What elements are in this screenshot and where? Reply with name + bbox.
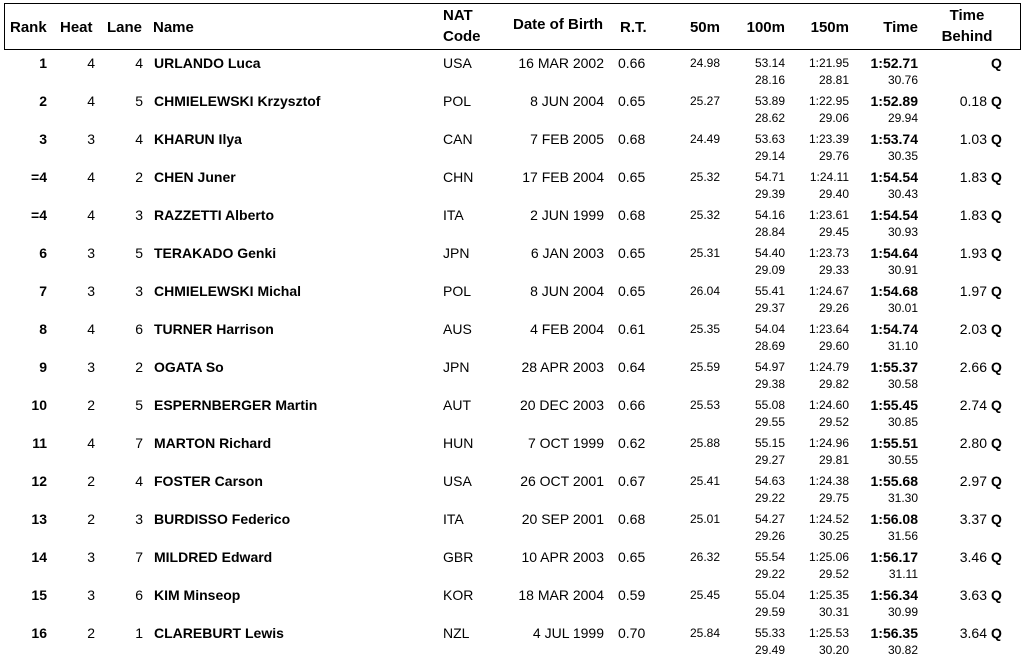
header-rt: R.T. [620,19,647,36]
split-100m: 54.04 [754,322,785,336]
header-name: Name [153,19,194,36]
split-150m: 1:23.73 [808,246,849,260]
qualified-mark: Q [991,625,1002,641]
rank-cell: 1 [39,55,47,71]
lane-cell: 4 [135,131,143,147]
time-behind: 3.46 [959,549,987,565]
heat-cell: 2 [87,511,95,527]
split-150m-lap: 29.75 [818,491,849,505]
split-150m: 1:24.38 [808,474,849,488]
reaction-time: 0.61 [618,321,646,337]
nat-code: ITA [443,511,464,527]
split-150m-lap: 29.82 [818,377,849,391]
split-150m-lap: 30.25 [818,529,849,543]
split-50m: 25.41 [689,474,720,488]
split-100m: 54.63 [754,474,785,488]
split-150m: 1:23.61 [808,208,849,222]
split-100m: 54.97 [754,360,785,374]
qualified-mark: Q [991,93,1002,109]
nat-code: POL [443,93,472,109]
reaction-time: 0.62 [618,435,646,451]
rank-cell: 13 [31,511,47,527]
heat-cell: 4 [87,321,95,337]
heat-cell: 3 [87,587,95,603]
split-150m: 1:25.53 [808,626,849,640]
split-50m: 25.32 [689,170,720,184]
reaction-time: 0.59 [618,587,646,603]
header-time-behind-line2: Behind [941,28,993,45]
split-50m: 25.35 [689,322,720,336]
time-behind: 2.66 [959,359,987,375]
reaction-time: 0.66 [618,397,646,413]
split-100m-lap: 29.59 [754,605,785,619]
qualified-mark: Q [991,359,1002,375]
swimmer-name: ESPERNBERGER Martin [154,397,318,413]
final-lap-split: 30.55 [887,453,918,467]
split-150m: 1:24.96 [808,436,849,450]
nat-code: JPN [443,245,470,261]
date-of-birth: 7 OCT 1999 [527,435,604,451]
lane-cell: 5 [135,245,143,261]
split-150m: 1:21.95 [808,56,849,70]
split-100m-lap: 28.16 [754,73,785,87]
date-of-birth: 8 JUN 2004 [530,93,604,109]
split-150m-lap: 29.52 [818,567,849,581]
split-150m-lap: 29.45 [818,225,849,239]
lane-cell: 7 [135,549,143,565]
rank-cell: 3 [39,131,47,147]
reaction-time: 0.65 [618,245,646,261]
final-time: 1:56.08 [870,511,918,527]
final-lap-split: 30.76 [887,73,918,87]
lane-cell: 6 [135,587,143,603]
time-behind: 2.03 [959,321,987,337]
rank-cell: 16 [31,625,47,641]
qualified-mark: Q [991,169,1002,185]
final-lap-split: 30.85 [887,415,918,429]
split-100m-lap: 29.14 [754,149,785,163]
split-150m: 1:24.67 [808,284,849,298]
split-50m: 26.04 [689,284,720,298]
time-behind: 2.97 [959,473,987,489]
date-of-birth: 26 OCT 2001 [520,473,604,489]
split-150m-lap: 28.81 [818,73,849,87]
heat-cell: 3 [87,359,95,375]
split-50m: 25.27 [689,94,720,108]
swimmer-name: TURNER Harrison [154,321,274,337]
split-100m-lap: 28.62 [754,111,785,125]
reaction-time: 0.67 [618,473,646,489]
date-of-birth: 7 FEB 2005 [530,131,604,147]
header-dob: Date of Birth [513,16,603,33]
rank-cell: 2 [39,93,47,109]
swimmer-name: TERAKADO Genki [154,245,277,261]
split-50m: 25.32 [689,208,720,222]
final-time: 1:55.37 [870,359,918,375]
nat-code: AUS [443,321,472,337]
qualified-mark: Q [991,473,1002,489]
rank-cell: 7 [39,283,47,299]
final-time: 1:52.89 [870,93,918,109]
qualified-mark: Q [991,55,1002,71]
header-nat-line1: NAT [443,7,473,24]
split-150m-lap: 29.76 [818,149,849,163]
header-rank: Rank [10,19,47,36]
split-100m-lap: 29.22 [754,567,785,581]
split-100m: 53.89 [754,94,785,108]
split-100m-lap: 29.39 [754,187,785,201]
split-100m: 54.71 [754,170,785,184]
nat-code: ITA [443,207,464,223]
lane-cell: 7 [135,435,143,451]
rank-cell: 8 [39,321,47,337]
split-150m: 1:22.95 [808,94,849,108]
reaction-time: 0.65 [618,169,646,185]
header-150m: 150m [810,19,849,36]
split-100m-lap: 28.69 [754,339,785,353]
date-of-birth: 4 FEB 2004 [530,321,604,337]
split-100m: 54.40 [754,246,785,260]
final-lap-split: 31.11 [888,567,918,581]
swimmer-name: RAZZETTI Alberto [154,207,275,223]
split-50m: 25.31 [689,246,720,260]
split-150m: 1:24.52 [808,512,849,526]
swimmer-name: FOSTER Carson [154,473,263,489]
qualified-mark: Q [991,587,1002,603]
final-time: 1:54.54 [870,207,918,223]
rank-cell: 14 [31,549,47,565]
heat-cell: 2 [87,473,95,489]
split-100m: 53.14 [754,56,785,70]
date-of-birth: 16 MAR 2002 [518,55,604,71]
reaction-time: 0.65 [618,93,646,109]
reaction-time: 0.70 [618,625,646,641]
reaction-time: 0.66 [618,55,646,71]
header-time: Time [883,19,918,36]
swimmer-name: KHARUN Ilya [154,131,242,147]
split-150m-lap: 29.26 [818,301,849,315]
nat-code: NZL [443,625,470,641]
qualified-mark: Q [991,397,1002,413]
nat-code: GBR [443,549,474,565]
final-time: 1:52.71 [870,55,918,71]
rank-cell: 12 [31,473,47,489]
time-behind: 0.18 [959,93,987,109]
final-lap-split: 30.58 [887,377,918,391]
swimmer-name: CHMIELEWSKI Michal [154,283,302,299]
rank-cell: 10 [31,397,47,413]
split-100m-lap: 29.26 [754,529,785,543]
lane-cell: 6 [135,321,143,337]
date-of-birth: 18 MAR 2004 [518,587,604,603]
time-behind: 3.63 [959,587,987,603]
time-behind: 2.74 [959,397,987,413]
lane-cell: 3 [135,207,143,223]
split-50m: 26.32 [689,550,720,564]
date-of-birth: 8 JUN 2004 [530,283,604,299]
split-100m-lap: 29.37 [754,301,785,315]
header-time-behind-line1: Time [949,7,985,24]
nat-code: KOR [443,587,474,603]
swimmer-name: MILDRED Edward [154,549,273,565]
time-behind: 1.83 [959,169,987,185]
split-100m: 55.15 [754,436,785,450]
split-150m: 1:23.64 [808,322,849,336]
heat-cell: 4 [87,169,95,185]
header-heat: Heat [60,19,93,36]
swimmer-name: CLAREBURT Lewis [154,625,284,641]
qualified-mark: Q [991,245,1002,261]
nat-code: JPN [443,359,470,375]
split-50m: 25.84 [689,626,720,640]
nat-code: CAN [443,131,473,147]
qualified-mark: Q [991,549,1002,565]
swimmer-name: URLANDO Luca [154,55,261,71]
final-lap-split: 31.30 [887,491,918,505]
swimmer-name: CHMIELEWSKI Krzysztof [154,93,321,109]
split-50m: 24.98 [689,56,720,70]
final-lap-split: 31.56 [887,529,918,543]
split-150m: 1:24.60 [808,398,849,412]
time-behind: 3.37 [959,511,987,527]
final-time: 1:54.68 [870,283,918,299]
lane-cell: 5 [135,93,143,109]
reaction-time: 0.68 [618,511,646,527]
qualified-mark: Q [991,321,1002,337]
split-150m: 1:25.06 [808,550,849,564]
heat-cell: 3 [87,283,95,299]
heat-cell: 4 [87,207,95,223]
header-50m: 50m [689,19,720,36]
nat-code: CHN [443,169,474,185]
header-nat-line2: Code [443,28,481,45]
heat-cell: 4 [87,55,95,71]
split-150m-lap: 29.81 [818,453,849,467]
final-time: 1:54.54 [870,169,918,185]
final-lap-split: 30.93 [887,225,918,239]
split-50m: 25.01 [689,512,720,526]
reaction-time: 0.64 [618,359,646,375]
split-150m: 1:24.11 [809,170,849,184]
final-time: 1:55.45 [870,397,918,413]
split-150m-lap: 30.31 [818,605,849,619]
heat-cell: 3 [87,549,95,565]
time-behind: 1.97 [959,283,987,299]
qualified-mark: Q [991,511,1002,527]
split-100m: 54.27 [754,512,785,526]
lane-cell: 4 [135,55,143,71]
final-time: 1:56.17 [870,549,918,565]
lane-cell: 2 [135,169,143,185]
split-150m: 1:23.39 [808,132,849,146]
lane-cell: 3 [135,283,143,299]
swimmer-name: KIM Minseop [154,587,241,603]
final-lap-split: 30.35 [887,149,918,163]
split-100m: 55.33 [754,626,785,640]
qualified-mark: Q [991,435,1002,451]
rank-cell: 15 [31,587,47,603]
lane-cell: 3 [135,511,143,527]
final-time: 1:55.51 [870,435,918,451]
reaction-time: 0.68 [618,207,646,223]
rank-cell: =4 [31,169,47,185]
lane-cell: 1 [135,625,143,641]
split-100m-lap: 29.49 [754,643,785,657]
reaction-time: 0.65 [618,283,646,299]
split-100m-lap: 29.55 [754,415,785,429]
nat-code: POL [443,283,472,299]
rank-cell: 9 [39,359,47,375]
final-lap-split: 30.82 [887,643,918,657]
final-time: 1:53.74 [870,131,918,147]
date-of-birth: 2 JUN 1999 [530,207,604,223]
header-lane: Lane [107,19,143,36]
heat-cell: 4 [87,93,95,109]
heat-cell: 4 [87,435,95,451]
split-100m: 53.63 [754,132,785,146]
date-of-birth: 20 SEP 2001 [521,511,604,527]
reaction-time: 0.68 [618,131,646,147]
split-150m-lap: 29.52 [818,415,849,429]
split-100m: 55.54 [754,550,785,564]
split-100m-lap: 29.09 [754,263,785,277]
final-lap-split: 30.43 [887,187,918,201]
lane-cell: 5 [135,397,143,413]
nat-code: USA [443,55,472,71]
final-time: 1:54.64 [870,245,918,261]
split-100m: 55.41 [754,284,785,298]
split-150m-lap: 29.06 [818,111,849,125]
swimmer-name: OGATA So [154,359,224,375]
final-lap-split: 30.91 [887,263,918,277]
final-lap-split: 30.99 [887,605,918,619]
final-time: 1:55.68 [870,473,918,489]
date-of-birth: 20 DEC 2003 [519,397,604,413]
split-150m: 1:25.35 [808,588,849,602]
lane-cell: 4 [135,473,143,489]
date-of-birth: 4 JUL 1999 [532,625,604,641]
swimmer-name: CHEN Juner [154,169,236,185]
final-time: 1:56.34 [870,587,918,603]
time-behind: 3.64 [959,625,987,641]
split-50m: 25.59 [689,360,720,374]
heat-cell: 3 [87,245,95,261]
final-time: 1:54.74 [870,321,918,337]
time-behind: 1.93 [959,245,987,261]
split-50m: 24.49 [689,132,720,146]
time-behind: 1.83 [959,207,987,223]
final-lap-split: 30.01 [887,301,918,315]
nat-code: HUN [443,435,474,451]
qualified-mark: Q [991,207,1002,223]
date-of-birth: 6 JAN 2003 [530,245,604,261]
split-50m: 25.45 [689,588,720,602]
split-150m-lap: 29.33 [818,263,849,277]
reaction-time: 0.65 [618,549,646,565]
date-of-birth: 28 APR 2003 [521,359,604,375]
rank-cell: 6 [39,245,47,261]
swimmer-name: MARTON Richard [154,435,272,451]
split-50m: 25.53 [689,398,720,412]
split-150m: 1:24.79 [808,360,849,374]
split-100m-lap: 29.22 [754,491,785,505]
time-behind: 1.03 [959,131,987,147]
lane-cell: 2 [135,359,143,375]
final-time: 1:56.35 [870,625,918,641]
split-100m-lap: 29.38 [754,377,785,391]
time-behind: 2.80 [959,435,987,451]
heat-cell: 2 [87,625,95,641]
split-150m-lap: 29.40 [818,187,849,201]
final-lap-split: 31.10 [887,339,918,353]
split-100m: 55.08 [754,398,785,412]
nat-code: AUT [443,397,471,413]
rank-cell: 11 [32,435,47,451]
heat-cell: 2 [87,397,95,413]
qualified-mark: Q [991,131,1002,147]
nat-code: USA [443,473,472,489]
split-100m-lap: 28.84 [754,225,785,239]
split-100m: 55.04 [754,588,785,602]
final-lap-split: 29.94 [887,111,918,125]
split-100m: 54.16 [754,208,785,222]
date-of-birth: 17 FEB 2004 [522,169,604,185]
qualified-mark: Q [991,283,1002,299]
date-of-birth: 10 APR 2003 [521,549,604,565]
swimmer-name: BURDISSO Federico [154,511,291,527]
header-100m: 100m [746,19,785,36]
split-150m-lap: 30.20 [818,643,849,657]
split-150m-lap: 29.60 [818,339,849,353]
split-100m-lap: 29.27 [754,453,785,467]
heat-cell: 3 [87,131,95,147]
split-50m: 25.88 [689,436,720,450]
rank-cell: =4 [31,207,47,223]
